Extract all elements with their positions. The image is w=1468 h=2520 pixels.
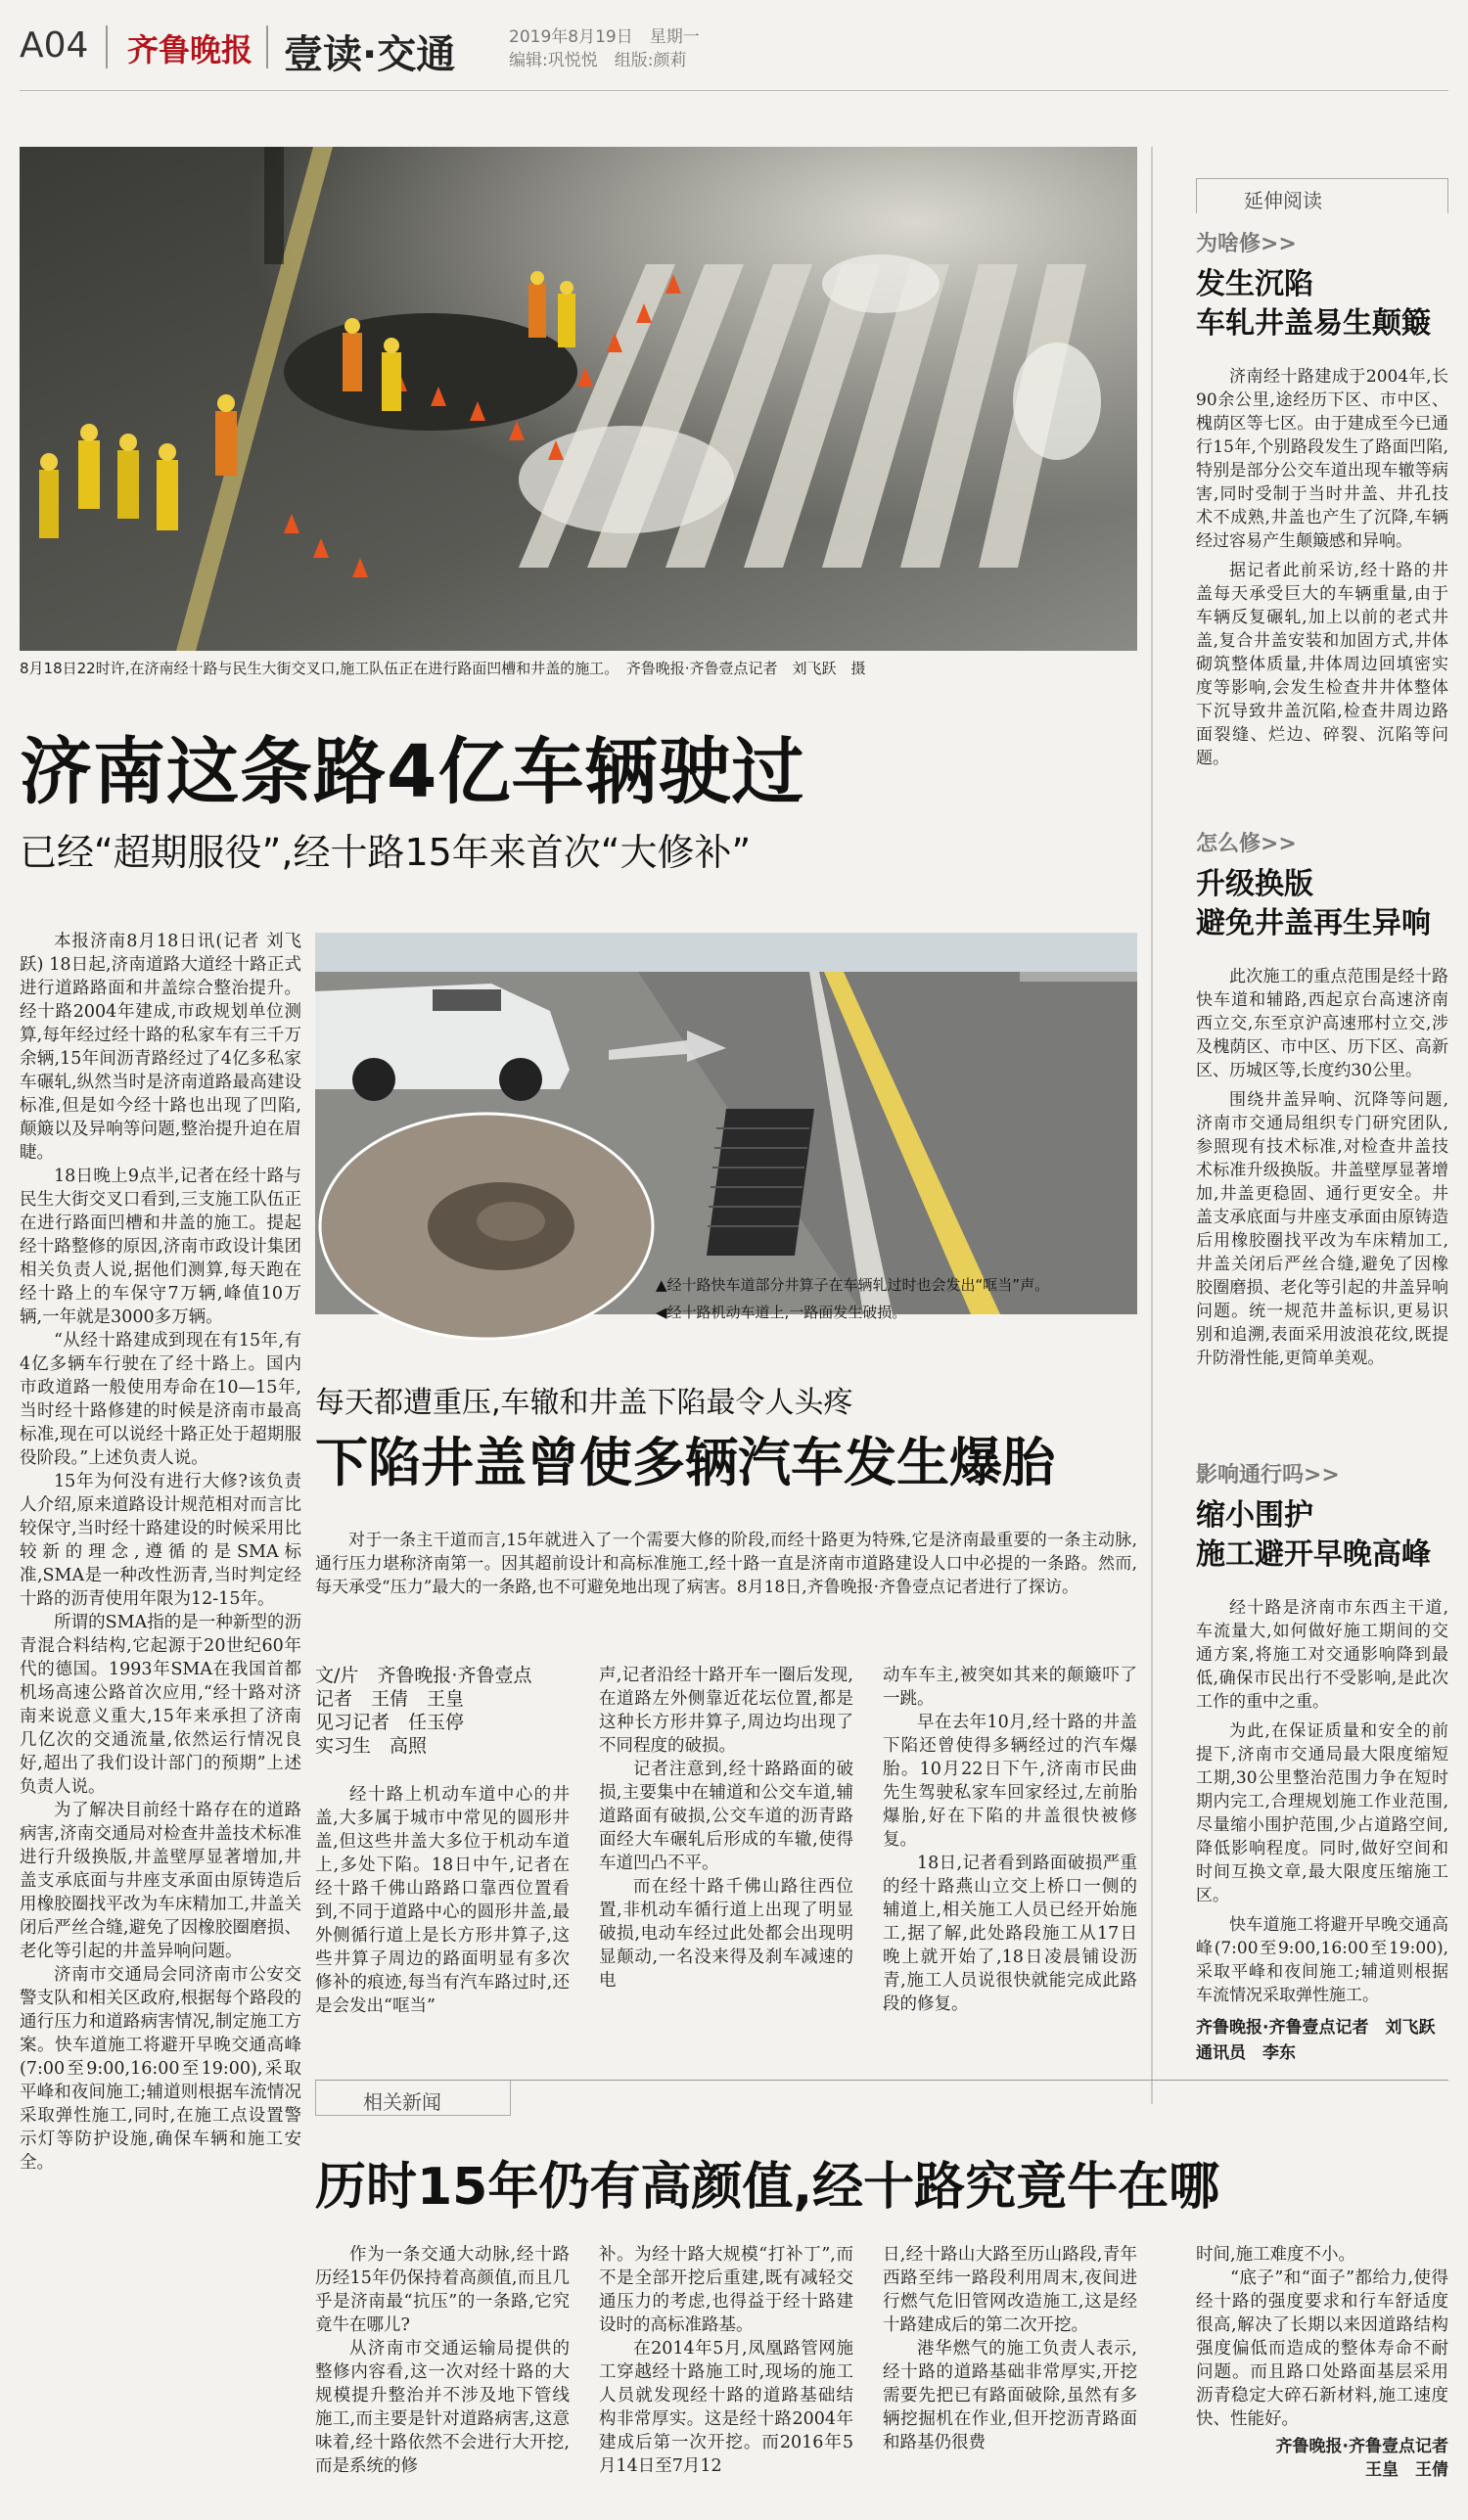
related-label: 相关新闻 <box>363 2090 441 2114</box>
paragraph: 快车道施工将避开早晚交通高峰(7:00至9:00,16:00至19:00),采取平峰和夜间施工;辅道则根据车流情况采取弹性施工。 <box>1196 1915 1448 2005</box>
paragraph: 作为一条交通大动脉,经十路历经15年仍保持着高颜值,而且几乎是济南最“抗压”的一条路,它究竟牛在哪儿? <box>315 2245 570 2335</box>
paragraph: 为此,在保证质量和安全的前提下,济南市交通局最大限度缩短工期,30公里整治范围力争在短时期内完工,合理规划施工作业范围,尽量缩小围护范围,少占道路空间,降低影响程度。同时,做好空间和时间互换文章,最大限度压缩施工区。 <box>1196 1721 1448 1905</box>
paragraph: 围绕井盖异响、沉降等问题,济南市交通局组织专门研究团队,参照现有技术标准,对检查井盖技术标准升级换版。井盖壁厚显著增加,井盖更稳固、通行更安全。井盖支承底面与井座支承面由原铸造后用橡胶圈找平改为车床精加工,井盖关闭后严丝合缝,避免了因橡胶圈磨损、老化等引起的井盖异响问题。统一规范井盖标识,更易识别和追溯,表面采用波浪花纹,既提升防滑性能,更简单美观。 <box>1196 1090 1448 1368</box>
byline-line: 见习记者 任玉停 <box>315 1712 465 1733</box>
credit-line: 王皇 王倩 <box>1365 2460 1448 2480</box>
night-construction-image <box>20 147 1137 651</box>
caption-text: 8月18日22时许,在济南经十路与民生大街交叉口,施工队伍正在进行路面凹槽和井盖的施工。 <box>20 660 612 677</box>
related-col1 <box>315 2243 570 2499</box>
related-col3 <box>883 2243 1137 2499</box>
paragraph: 声,记者沿经十路开车一圈后发现,在道路左外侧靠近花坛位置,都是这种长方形井算子,周边均出现了不同程度的破损。 <box>599 1666 853 1756</box>
section-body <box>1196 965 1448 1370</box>
paragraph: 据记者此前采访,经十路的井盖每天承受巨大的车辆重量,由于车辆反复碾轧,加上以前的老式井盖,复合井盖安装和加固方式,井体砌筑整体质量,井体周边回填密实度等影响,会发生检查井井体整体下沉导致井盖沉陷,检查井周边路面裂缝、烂边、碎裂、沉陷等问题。 <box>1196 561 1448 768</box>
story2-headline: 下陷井盖曾使多辆汽车发生爆胎 <box>315 1432 1055 1493</box>
issue-date: 2019年8月19日 <box>509 27 633 47</box>
sidebar-credit: 齐鲁晚报·齐鲁壹点记者 刘飞跃 通讯员 李东 <box>1196 2018 1452 2063</box>
paragraph: 从济南市交通运输局提供的整修内容看,这一次对经十路的大规模提升整治并不涉及地下管线施工,而主要是针对道路病害,这意味着,经十路依然不会进行大开挖,而是系统的修 <box>315 2339 570 2476</box>
section-title-line: 发生沉陷 <box>1196 267 1313 301</box>
layout-credit: 组版:颜莉 <box>614 51 687 70</box>
related-label-box <box>315 2081 511 2116</box>
detail-caption-1: ▲经十路快车道部分井算子在车辆轧过时也会发出“哐当”声。 <box>656 1276 1050 1294</box>
section-body <box>1196 365 1448 770</box>
sub-headline: 已经“超期服役”,经十路15年来首次“大修补” <box>20 831 752 874</box>
page-number: A04 <box>20 25 89 66</box>
section-title-line: 避免井盖再生异响 <box>1196 906 1431 940</box>
byline-line: 文/片 齐鲁晚报·齐鲁壹点 <box>315 1665 532 1686</box>
paragraph: 所谓的SMA指的是一种新型的沥青混合料结构,它起源于20世纪60年代的德国。1993年SMA在我国首都机场高速公路首次应用,“经十路对济南来说意义重大,15年来承担了济南几亿次的交通流量,依然运行情况良好,超出了我们设计部门的预期”上述负责人说。 <box>20 1613 301 1797</box>
header-divider <box>266 25 268 69</box>
paragraph: 济南市交通局会同济南市公安交警支队和相关区政府,根据每个路段的通行压力和道路病害情况,制定施工方案。快车道施工将避开早晚交通高峰(7:00至9:00,16:00至19:00),采取平峰和夜间施工;辅道则根据车流情况采取弹性施工,同时,在施工点设置警示灯等防护设施,确保车辆和施工安全。 <box>20 1965 301 2173</box>
road-damage-image <box>315 933 1137 1314</box>
lead-article <box>20 930 301 2173</box>
story2-intro <box>315 1529 1137 1599</box>
paragraph: 补。为经十路大规模“打补丁”,而不是全部开挖后重建,既有减轻交通压力的考虑,也得益于经十路建设时的高标准路基。 <box>599 2245 853 2335</box>
paragraph: 经十路上机动车道中心的井盖,大多属于城市中常见的圆形井盖,但这些井盖大多位于机动车道上,多处下陷。18日中午,记者在经十路千佛山路路口靠西位置看到,不同于道路中心的圆形井盖,最外侧循行道上是长方形井算子,这些井算子周边的路面明显有多次修补的痕迹,每当有汽车路过时,还是会发出“哐当” <box>315 1785 570 2016</box>
paragraph: 济南经十路建成于2004年,长90余公里,途经历下区、市中区、槐荫区等七区。由于建成至今已通行15年,个别路段发生了路面凹陷,特别是部分公交车道出现车辙等病害,同时受制于当时井盖、井孔技术不成熟,井盖也产生了沉降,车辆经过容易产生颠簸感和异响。 <box>1196 367 1448 551</box>
paragraph: 对于一条主干道而言,15年就进入了一个需要大修的阶段,而经十路更为特殊,它是济南最重要的一条主动脉,通行压力堪称济南第一。因其超前设计和高标准施工,经十路一直是济南市道路建设人口中必提的一条路。然而,每天承受“压力”最大的一条路,也不可避免地出现了病害。8月18日,齐鲁晚报·齐鲁壹点记者进行了探访。 <box>315 1531 1137 1597</box>
paragraph: “底子”和“面子”都给力,使得经十路的强度要求和行车舒适度很高,解决了长期以来因道路结构强度偏低而造成的整体寿命不耐问题。而且路口处路面基层采用沥青稳定大碎石新材料,施工速度快、性能好。 <box>1196 2268 1448 2429</box>
related-credit <box>1196 2435 1448 2482</box>
paragraph: 在2014年5月,凤凰路管网施工穿越经十路施工时,现场的施工人员就发现经十路的道路基础结构非常厚实。这是经十路2004年建成后第一次开挖。而2016年5月14日至7月12 <box>599 2339 853 2476</box>
section-kicker: 怎么修>> <box>1196 832 1297 856</box>
paragraph: 而在经十路千佛山路往西位置,非机动车循行道上出现了明显破损,电动车经过此处都会出现明显颠动,一名没来得及刹车减速的电 <box>599 1877 853 1991</box>
sidebar-section-traffic <box>1196 1458 1452 2066</box>
sidebar-label-box <box>1196 178 1448 213</box>
sidebar-label: 延伸阅读 <box>1244 189 1322 212</box>
paragraph: 15年为何没有进行大修?该负责人介绍,原来道路设计规范相对而言比较保守,当时经十路建设的时候采用比较新的理念,遵循的是SMA标准,SMA是一种改性沥青,当时判定经十路的沥青使用年限为12-15年。 <box>20 1472 301 1609</box>
section-kicker: 影响通行吗>> <box>1196 1463 1340 1488</box>
sidebar-divider <box>1151 147 1153 2104</box>
main-headline: 济南这条路4亿车辆驶过 <box>20 730 805 814</box>
section-title-line: 车轧井盖易生颠簸 <box>1196 306 1431 341</box>
section-title-line: 施工避开早晚高峰 <box>1196 1537 1431 1572</box>
byline-line: 实习生 高照 <box>315 1735 428 1757</box>
detail-photo <box>315 933 1137 1314</box>
header-meta <box>509 25 700 72</box>
paragraph: 18日晚上9点半,记者在经十路与民生大街交叉口看到,三支施工队伍正在进行路面凹槽和井盖的施工。提起经十路整修的原因,济南市政设计集团相关负责人说,据他们测算,每天跑在经十路上的车保守7万辆,峰值10万辆,一年就是3000多万辆。 <box>20 1167 301 1327</box>
story2-col2 <box>599 1664 853 2053</box>
section-body <box>1196 1596 1448 2007</box>
paragraph: 动车车主,被突如其来的颠簸吓了一跳。 <box>883 1666 1137 1709</box>
editor-credit: 编辑:巩悦悦 <box>509 51 598 70</box>
paragraph: “从经十路建成到现在有15年,有4亿多辆车行驶在了经十路上。国内市政道路一般使用寿命在10—15年,当时经十路修建的时候是济南市最高标准,现在可以说经十路正处于超期服役阶段。”上述负责人说。 <box>20 1331 301 1468</box>
header-rule <box>20 90 1448 91</box>
paragraph: 本报济南8月18日讯(记者 刘飞跃) 18日起,济南道路大道经十路正式进行道路路面和井盖综合整治提升。经十路2004年建成,市政规划单位测算,每年经过经十路的私家车有三千万余辆,15年间沥青路经过了4亿多私家车碾轧,纵然当时是济南道路最高建设标准,但是如今经十路也出现了凹陷,颠簸以及异响等问题,整治提升迫在眉睫。 <box>20 932 301 1163</box>
main-photo-caption <box>20 658 1137 678</box>
related-headline: 历时15年仍有高颜值,经十路究竟牛在哪 <box>315 2158 1220 2217</box>
sidebar-section-how <box>1196 827 1448 1370</box>
related-col2 <box>599 2243 853 2499</box>
paragraph: 记者注意到,经十路路面的破损,主要集中在辅道和公交车道,辅道路面有破损,公交车道的沥青路面经大车碾轧后形成的车辙,使得车道凹凸不平。 <box>599 1760 853 1873</box>
paragraph: 早在去年10月,经十路的井盖下陷还曾使得多辆经过的汽车爆胎。10月22日下午,济南市民曲先生驾驶私家车回家经过,左前胎爆胎,好在下陷的井盖很快被修复。 <box>883 1713 1137 1850</box>
photo-credit: 齐鲁晚报·齐鲁壹点记者 刘飞跃 摄 <box>625 660 866 677</box>
paragraph: 时间,施工难度不小。 <box>1196 2245 1356 2265</box>
paragraph: 18日,记者看到路面破损严重的经十路燕山立交上桥口一侧的辅道上,相关施工人员已经开始施工,据了解,此处路段施工从17日晚上就开始了,18日凌晨铺设沥青,施工人员说很快就能完成此路段的修复。 <box>883 1854 1137 2014</box>
paragraph: 为了解决目前经十路存在的道路病害,济南交通局对检查井盖技术标准进行升级换版,井盖壁厚显著增加,井盖支承底面与井座支承面由原铸造后用橡胶圈找平改为车床精加工,井盖关闭后严丝合缝,避免了因橡胶圈磨损、老化等引起的井盖异响问题。 <box>20 1801 301 1961</box>
story2-col1 <box>315 1783 570 2053</box>
paragraph: 港华燃气的施工负责人表示,经十路的道路基础非常厚实,开挖需要先把已有路面破除,虽然有多辆挖掘机在作业,但开挖沥青路面和路基仍很费 <box>883 2339 1137 2452</box>
header-divider <box>106 25 108 69</box>
issue-weekday: 星期一 <box>649 27 700 47</box>
story2-kicker: 每天都遭重压,车辙和井盖下陷最令人头疼 <box>315 1386 853 1420</box>
paragraph: 经十路是济南市东西主干道,车流量大,如何做好施工期间的交通方案,将施工对交通影响降到最低,确保市民出行不受影响,是此次工作的重中之重。 <box>1196 1598 1448 1712</box>
credit-line: 齐鲁晚报·齐鲁壹点记者 <box>1275 2437 1448 2456</box>
section-title-line: 缩小围护 <box>1196 1498 1313 1533</box>
paragraph: 此次施工的重点范围是经十路快车道和辅路,西起京台高速济南西立交,东至京沪高速邢村立交,涉及槐荫区、市中区、历下区、高新区、历城区等,长度约30公里。 <box>1196 967 1448 1080</box>
sidebar-section-why <box>1196 227 1448 770</box>
related-col4 <box>1196 2243 1448 2499</box>
section-kicker: 为啥修>> <box>1196 232 1297 256</box>
story2-byline <box>315 1664 560 1758</box>
paragraph: 日,经十路山大路至历山路段,青年西路至纬一路段利用周末,夜间进行燃气危旧管网改造施工,这是经十路建成后的第二次开挖。 <box>883 2245 1137 2335</box>
section-title-line: 升级换版 <box>1196 867 1313 901</box>
newspaper-logo: 齐鲁晚报 <box>127 31 253 69</box>
main-photo <box>20 147 1137 651</box>
section-title: 壹读·交通 <box>284 32 456 77</box>
byline-line: 记者 王倩 王皇 <box>315 1688 465 1710</box>
story2-col3 <box>883 1664 1137 2053</box>
detail-caption-2: ◀经十路机动车道上,一路面发生破损。 <box>656 1304 907 1321</box>
